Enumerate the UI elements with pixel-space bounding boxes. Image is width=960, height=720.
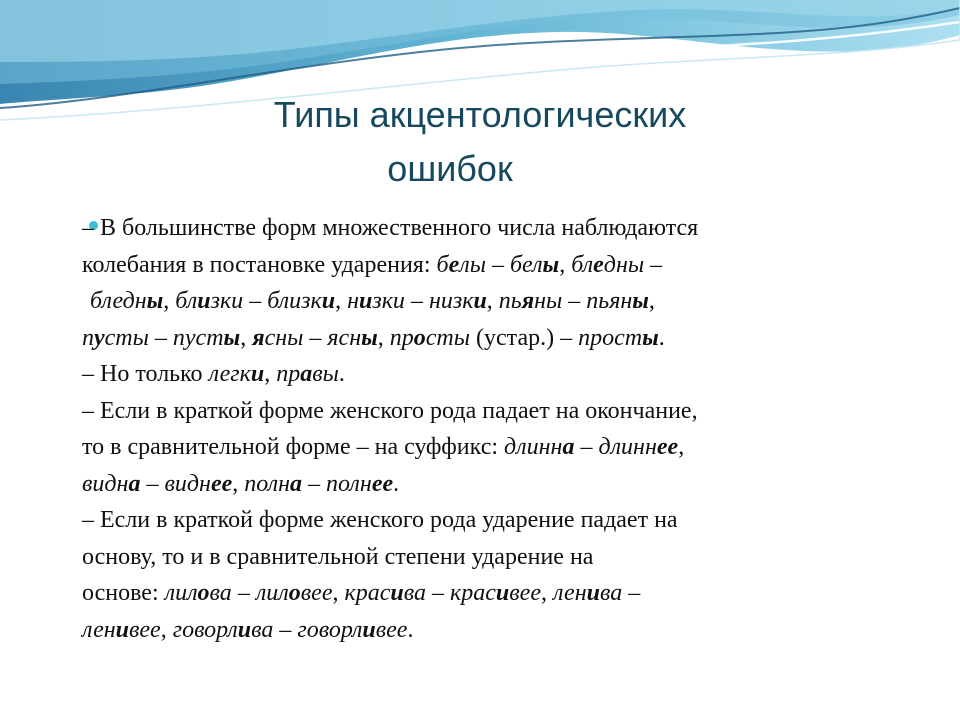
text-line <box>82 612 912 649</box>
example-word <box>267 288 335 314</box>
word-part: видн <box>164 470 211 497</box>
word-part: лен <box>82 616 116 643</box>
plain-text: – Но только <box>82 361 209 387</box>
text-line <box>82 575 912 612</box>
word-part: лы <box>459 251 486 278</box>
plain-text: – В большинстве форм множественного числа наблюдаются <box>82 215 699 241</box>
text-line <box>82 539 912 576</box>
plain-text: основе: <box>82 580 165 606</box>
plain-text: . <box>658 324 665 351</box>
example-word <box>499 288 562 314</box>
stressed-letter: и <box>586 580 600 606</box>
example-word <box>244 471 302 497</box>
word-part: говорл <box>297 616 363 643</box>
stressed-letter: ы <box>146 288 164 314</box>
text-line <box>82 320 912 357</box>
plain-text: – Если в краткой форме женского рода падает на окончание, <box>82 397 698 424</box>
word-part: лил <box>164 580 198 606</box>
example-word <box>510 252 559 278</box>
word-part: легк <box>208 361 251 387</box>
word-part: близк <box>267 288 322 314</box>
example-word <box>450 580 541 606</box>
word-part: длинн <box>504 434 563 460</box>
stressed-letter: и <box>237 616 252 643</box>
plain-text: – <box>243 288 268 314</box>
word-part: вее <box>300 580 333 606</box>
example-word <box>82 325 149 351</box>
plain-text: – <box>485 251 510 278</box>
word-part: пр <box>276 361 301 387</box>
example-word <box>173 617 274 643</box>
plain-text: – <box>622 580 641 606</box>
word-part: крас <box>344 580 391 606</box>
word-part: лен <box>552 580 587 606</box>
plain-text: , <box>332 580 345 606</box>
stressed-letter: а <box>562 434 575 460</box>
word-part: ва <box>599 580 623 606</box>
example-word <box>390 325 470 351</box>
plain-text: основу, то и в сравнительной степени ударение на <box>82 543 594 570</box>
word-part: вее <box>375 616 408 643</box>
stressed-letter: и <box>250 361 265 387</box>
title-line-2: ошибок <box>387 148 513 189</box>
text-line <box>82 210 912 247</box>
plain-text: (устар.) – <box>470 324 579 351</box>
slide-body-text <box>82 210 912 648</box>
plain-text: – <box>562 288 587 314</box>
word-part: низк <box>428 288 474 314</box>
stressed-letter: а <box>290 470 303 497</box>
plain-text: , <box>377 324 390 351</box>
word-part: сты <box>104 324 149 351</box>
word-part: пр <box>389 324 414 351</box>
stressed-letter: ее <box>656 434 679 460</box>
word-part: ны <box>534 288 563 314</box>
example-word <box>344 580 426 606</box>
plain-text: , <box>264 361 277 387</box>
word-part: полн <box>326 470 372 497</box>
plain-text: – <box>303 324 328 351</box>
stressed-letter: ы <box>632 288 649 314</box>
example-word <box>326 471 393 497</box>
plain-text: – <box>140 470 165 497</box>
word-part: зки <box>210 288 244 314</box>
stressed-letter: и <box>115 616 129 643</box>
plain-text: – <box>644 251 663 278</box>
stressed-letter: я <box>521 288 535 314</box>
stressed-letter: и <box>495 580 510 606</box>
word-part: бл <box>175 288 198 314</box>
word-part: сны <box>264 324 304 351</box>
plain-text: – <box>404 288 429 314</box>
stressed-letter: ее <box>210 470 233 497</box>
word-part: сты <box>425 324 471 351</box>
example-word <box>598 434 678 460</box>
word-part: вее <box>128 616 161 643</box>
text-line <box>82 283 912 320</box>
word-part: пь <box>498 288 522 314</box>
plain-text: – <box>148 324 173 351</box>
example-word <box>82 471 140 497</box>
plain-text: , <box>559 251 572 278</box>
stressed-letter: ы <box>361 324 378 351</box>
example-word <box>578 325 659 351</box>
example-word <box>90 288 163 314</box>
title-line-1: Типы акцентологических <box>273 94 687 135</box>
plain-text: . <box>393 470 400 497</box>
word-part: б <box>436 251 449 278</box>
plain-text: , <box>335 288 348 314</box>
word-part: ясн <box>327 324 362 351</box>
stressed-letter: и <box>197 288 211 314</box>
plain-text: – <box>426 580 450 606</box>
example-word <box>327 325 377 351</box>
plain-text: , <box>160 616 173 643</box>
word-part: ва <box>209 580 232 606</box>
word-part: бл <box>571 251 594 278</box>
stressed-letter: а <box>300 361 313 387</box>
text-line <box>82 393 912 430</box>
stressed-letter: ы <box>642 324 659 351</box>
word-part: бледн <box>90 288 147 314</box>
stressed-letter: и <box>358 288 373 314</box>
stressed-letter: е <box>448 251 460 278</box>
stressed-letter: у <box>94 324 105 351</box>
example-word <box>504 434 574 460</box>
example-word <box>209 361 265 387</box>
word-part: ва <box>251 616 274 643</box>
example-word <box>173 325 240 351</box>
plain-text: – Если в краткой форме женского рода ударение падает на <box>82 507 678 533</box>
example-word <box>276 361 339 387</box>
stressed-letter: и <box>362 616 376 643</box>
plain-text: – <box>574 434 599 460</box>
plain-text: , <box>163 288 176 314</box>
example-word <box>82 617 161 643</box>
stressed-letter: ы <box>223 324 241 351</box>
plain-text: , <box>540 580 553 606</box>
plain-text: то в сравнительной форме – на суффикс: <box>82 434 505 460</box>
example-word <box>553 580 622 606</box>
word-part: прост <box>578 324 643 351</box>
text-line <box>82 466 912 503</box>
word-part: полн <box>244 470 291 497</box>
word-part: н <box>347 288 359 314</box>
stressed-letter: о <box>288 580 301 606</box>
example-word <box>256 580 333 606</box>
example-word <box>252 325 303 351</box>
word-part: пуст <box>172 324 224 351</box>
example-word <box>429 288 487 314</box>
word-part: говорл <box>172 616 238 643</box>
word-part: п <box>82 324 94 351</box>
text-line <box>82 356 912 393</box>
plain-text: – <box>273 616 298 643</box>
example-word <box>297 617 407 643</box>
stressed-letter: я <box>252 324 265 351</box>
word-part: бел <box>509 251 543 278</box>
stressed-letter: и <box>473 288 487 314</box>
example-word <box>347 288 405 314</box>
word-part: лил <box>255 580 289 606</box>
example-word <box>165 580 232 606</box>
example-word <box>571 252 644 278</box>
text-line <box>82 429 912 466</box>
example-word <box>175 288 243 314</box>
plain-text: . <box>407 616 414 643</box>
plain-text: – <box>231 580 256 606</box>
text-line <box>82 247 912 284</box>
stressed-letter: о <box>413 324 426 351</box>
plain-text: , <box>648 288 655 314</box>
stressed-letter: и <box>321 288 336 314</box>
plain-text: – <box>302 470 327 497</box>
stressed-letter: а <box>128 470 141 497</box>
stressed-letter: и <box>390 580 404 606</box>
word-part: видн <box>82 470 129 497</box>
word-part: вы <box>312 361 339 387</box>
slide-title <box>160 88 800 196</box>
word-part: зки <box>372 288 405 314</box>
text-line <box>82 502 912 539</box>
word-part: дны <box>603 251 645 278</box>
word-part: пьян <box>586 288 633 314</box>
plain-text: , <box>232 470 245 497</box>
plain-text: , <box>678 434 685 460</box>
plain-text: , <box>486 288 499 314</box>
plain-text: колебания в постановке ударения: <box>82 251 437 278</box>
stressed-letter: ы <box>542 251 560 278</box>
word-part: ва <box>403 580 426 606</box>
plain-text: . <box>338 361 345 387</box>
word-part: вее <box>509 580 541 606</box>
example-word <box>164 471 232 497</box>
word-part: длинн <box>598 434 657 460</box>
stressed-letter: ее <box>371 470 394 497</box>
stressed-letter: о <box>197 580 210 606</box>
stressed-letter: е <box>593 251 604 278</box>
example-word <box>437 252 486 278</box>
plain-text: , <box>240 324 253 351</box>
example-word <box>586 288 649 314</box>
word-part: крас <box>450 580 496 606</box>
